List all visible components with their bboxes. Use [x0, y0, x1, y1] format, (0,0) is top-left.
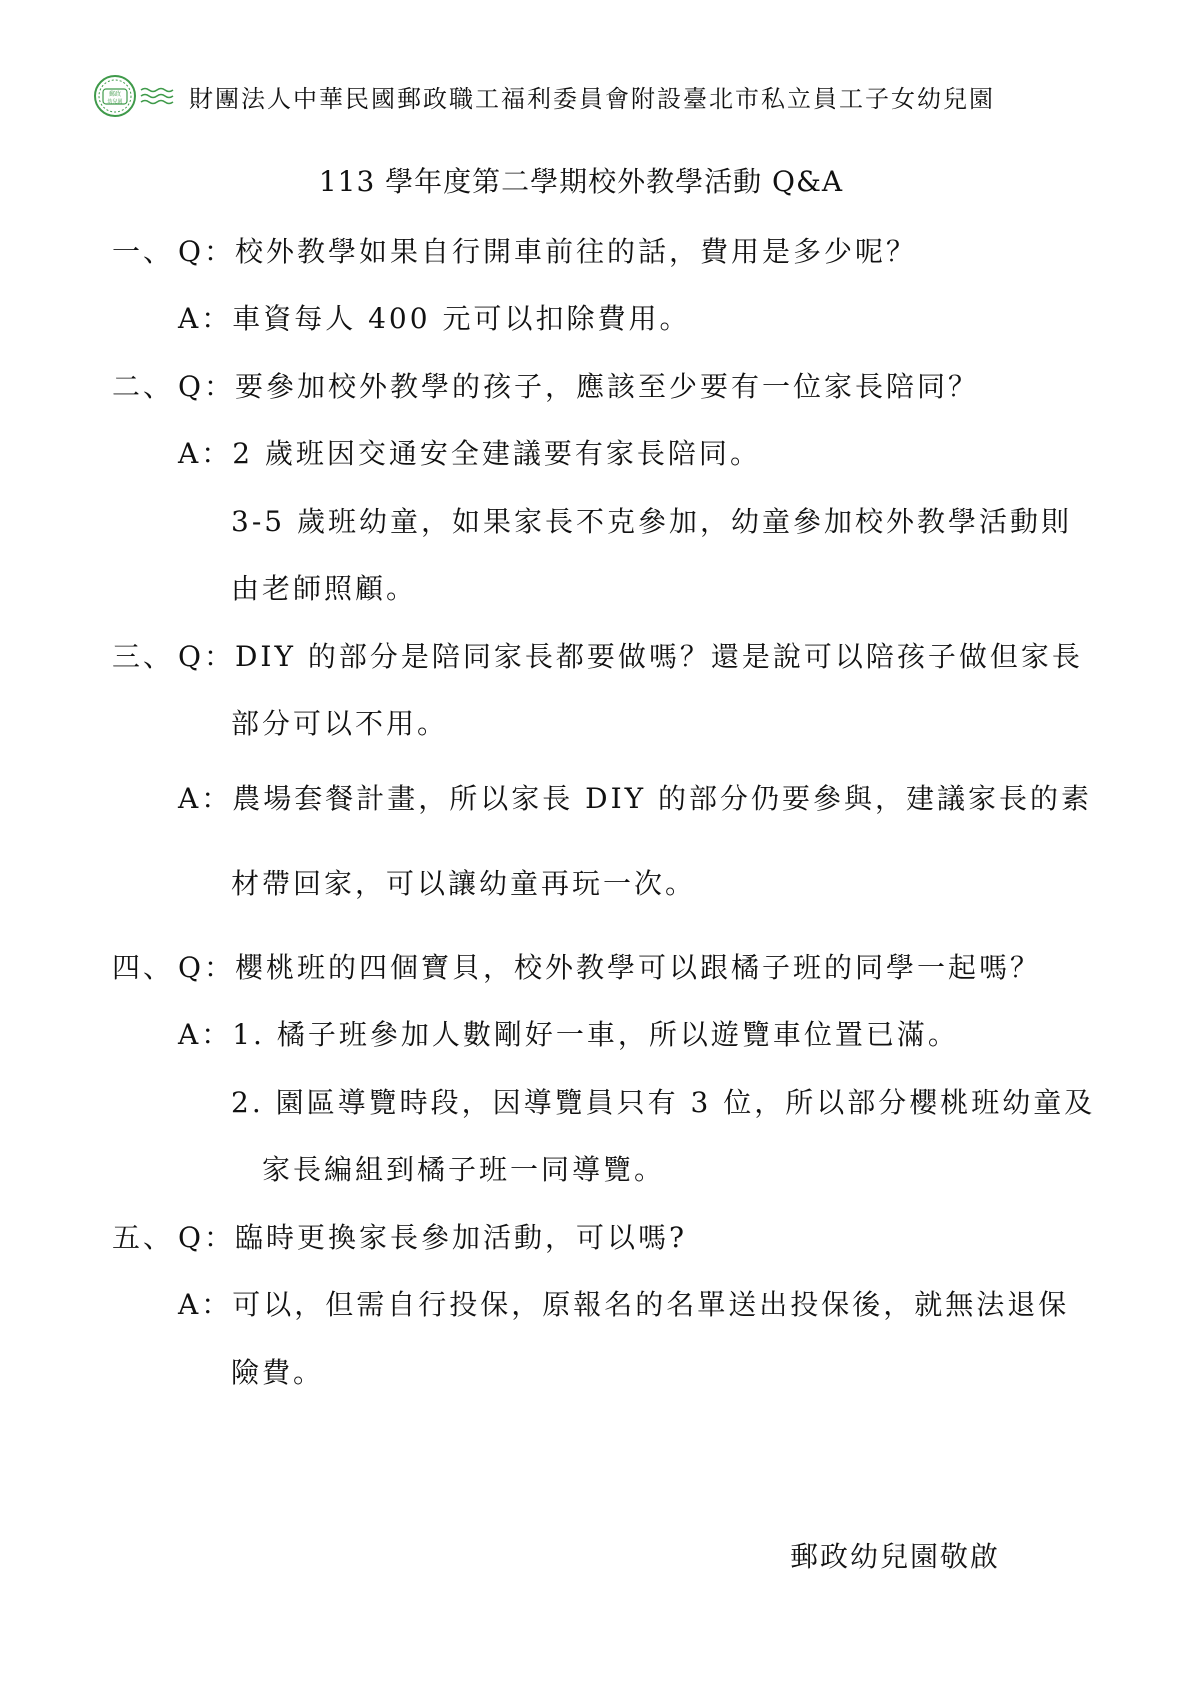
- item-3-answer-line-1: A：農場套餐計畫，所以家長 DIY 的部分仍要參與，建議家長的素: [178, 782, 1093, 815]
- kindergarten-logo-icon: [93, 74, 137, 118]
- item-5-answer-line-1: A：可以，但需自行投保，原報名的名單送出投保後，就無法退保: [178, 1288, 1070, 1321]
- wave-lines-icon: [139, 83, 175, 109]
- item-4-answer-line-1: A：1. 橘子班參加人數剛好一車，所以遊覽車位置已滿。: [178, 1018, 959, 1051]
- item-4-number: 四、: [112, 951, 175, 984]
- logo-text-bottom: 幼兒園: [107, 99, 123, 105]
- logo-text-top: 郵政: [108, 91, 122, 98]
- item-1-question: Q：校外教學如果自行開車前往的話，費用是多少呢？: [178, 235, 917, 268]
- item-2-number: 二、: [112, 370, 175, 403]
- item-5-question: Q：臨時更換家長參加活動，可以嗎?: [178, 1221, 687, 1254]
- document-title: [0, 160, 1190, 200]
- item-2-answer-line-1: A：2 歲班因交通安全建議要有家長陪同。: [178, 437, 761, 470]
- organization-name: 財團法人中華民國郵政職工福利委員會附設臺北市私立員工子女幼兒園: [189, 84, 995, 113]
- item-4-answer-line-2: 2. 園區導覽時段，因導覽員只有 3 位，所以部分櫻桃班幼童及: [231, 1086, 1096, 1119]
- item-2-answer-line-2: 3-5 歲班幼童，如果家長不克參加，幼童參加校外教學活動則: [231, 505, 1072, 538]
- signature: 郵政幼兒園敬啟: [790, 1540, 1001, 1573]
- item-2-question: Q：要參加校外教學的孩子，應該至少要有一位家長陪同？: [178, 370, 979, 403]
- item-3-question-line-2: 部分可以不用。: [231, 707, 449, 740]
- item-1-number: 一、: [112, 235, 175, 268]
- item-3-question-line-1: Q：DIY 的部分是陪同家長都要做嗎？還是說可以陪孩子做但家長: [178, 640, 1083, 673]
- item-2-answer-line-3: 由老師照顧。: [231, 572, 418, 605]
- item-1-answer: A：車資每人 400 元可以扣除費用。: [178, 302, 691, 335]
- item-4-answer-line-3: 家長編組到橘子班一同導覽。: [262, 1153, 666, 1186]
- item-4-question: Q：櫻桃班的四個寶貝，校外教學可以跟橘子班的同學一起嗎？: [178, 951, 1041, 984]
- document-title-text: 113 學年度第二學期校外教學活動 Q&A: [318, 165, 844, 198]
- item-3-answer-line-2: 材帶回家，可以讓幼童再玩一次。: [231, 867, 697, 900]
- item-3-number: 三、: [112, 640, 175, 673]
- item-5-answer-line-2: 險費。: [231, 1356, 325, 1389]
- letterhead: [93, 70, 995, 122]
- item-5-number: 五、: [112, 1221, 175, 1254]
